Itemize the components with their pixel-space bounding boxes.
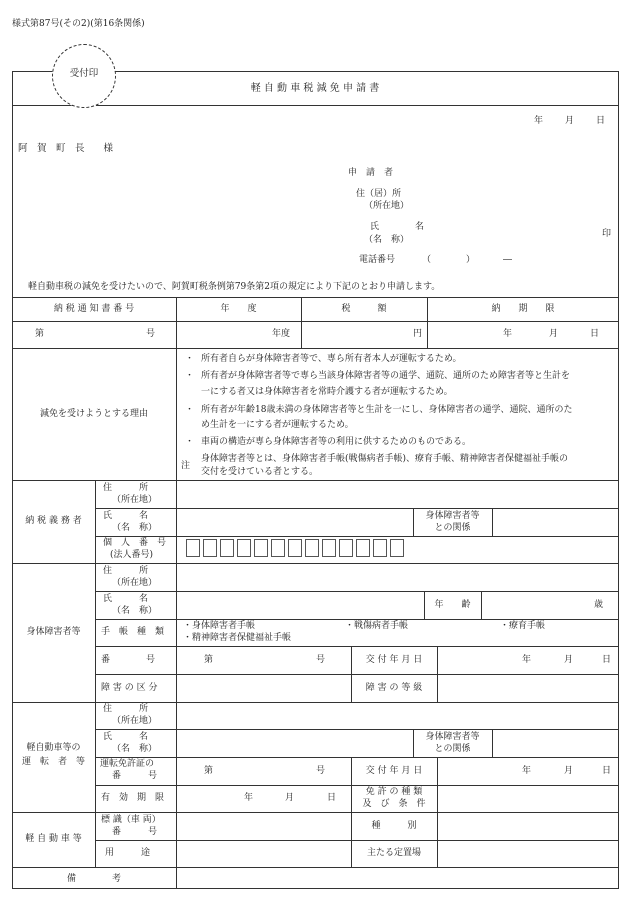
validity-day: 日 — [327, 793, 337, 803]
taxpayer-address-label: 住 所 — [103, 483, 149, 493]
driver-address-sub: （所在地） — [112, 716, 158, 726]
id-digit-box[interactable] — [339, 539, 353, 557]
disabled-address-label: 住 所 — [103, 566, 149, 576]
phone-open: （ — [422, 255, 432, 265]
note-line: 身体障害者等とは、身体障害者手帳(戦傷病者手帳)、療育手帳、精神障害者保健福祉手帳の — [201, 454, 569, 464]
validity-month: 月 — [285, 793, 295, 803]
deadline-day: 日 — [590, 329, 600, 339]
license-issue-date-label: 交 付 年 月 日 — [365, 766, 423, 776]
reason-item: 所有者が身体障害者等で専ら当該身体障害者等の通学、通院、通所のため障害者等と生計を — [201, 371, 571, 381]
driver-address-label: 住 所 — [103, 704, 149, 714]
deadline-month: 月 — [549, 329, 559, 339]
age-unit: 歳 — [594, 600, 604, 610]
plate-sub: 番 号 — [112, 827, 158, 837]
handbook-option: ・戦傷病者手帳 — [345, 621, 409, 631]
vehicle-type-label: 種 別 — [371, 821, 417, 831]
reason-bullet: ・ — [185, 354, 195, 364]
reception-stamp — [52, 44, 116, 108]
disabled-issue-date-label: 交 付 年 月 日 — [365, 655, 423, 665]
disabled-issue-day: 日 — [602, 655, 612, 665]
applicant-name-sub: （名 称） — [364, 235, 410, 245]
license-number-prefix: 第 — [204, 766, 214, 776]
license-issue-day: 日 — [602, 766, 612, 776]
divider — [492, 508, 493, 536]
id-digit-box[interactable] — [322, 539, 336, 557]
license-issue-year: 年 — [522, 766, 532, 776]
date-year: 年 — [534, 116, 544, 126]
id-digit-box[interactable] — [288, 539, 302, 557]
divider — [12, 867, 619, 868]
phone-label: 電話番号 — [359, 255, 396, 265]
date-day: 日 — [596, 116, 606, 126]
tax-amount-suffix: 円 — [413, 329, 423, 339]
note-mark: 注 — [181, 461, 191, 471]
handbook-type-label: 手 帳 種 類 — [101, 627, 165, 637]
divider — [95, 536, 619, 537]
phone-dash: ― — [503, 255, 512, 265]
license-issue-month: 月 — [564, 766, 574, 776]
disabled-number-suffix: 号 — [316, 655, 326, 665]
disabled-name-label: 氏 名 — [103, 594, 149, 604]
reason-bullet: ・ — [185, 437, 195, 447]
divider — [95, 480, 96, 867]
tax-header-deadline: 納 期 限 — [491, 304, 555, 314]
usage-label: 用 途 — [105, 848, 151, 858]
id-digit-box[interactable] — [390, 539, 404, 557]
reason-item: 車両の構造が専ら身体障害者等の利用に供するためのものである。 — [201, 437, 472, 447]
id-digit-box[interactable] — [373, 539, 387, 557]
reason-item: 所有者自らが身体障害者等で、専ら所有者本人が運転するため。 — [201, 354, 462, 364]
validity-label: 有 効 期 限 — [101, 793, 165, 803]
note-line: 交付を受けている者とする。 — [201, 467, 319, 477]
divider — [95, 508, 619, 509]
divider — [437, 757, 438, 867]
driver-relation-sub: との関係 — [434, 744, 471, 754]
validity-year: 年 — [244, 793, 254, 803]
divider — [95, 757, 619, 758]
divider — [95, 646, 619, 647]
divider — [12, 812, 619, 813]
tax-year-suffix: 年度 — [272, 329, 291, 339]
taxpayer-relation-label: 身体障害者等 — [425, 511, 480, 521]
divider — [176, 348, 177, 889]
taxpayer-address-sub: （所在地） — [112, 495, 158, 505]
form-title: 軽 自 動 車 税 減 免 申 請 書 — [250, 83, 380, 94]
disabled-number-prefix: 第 — [204, 655, 214, 665]
taxpayer-name-sub: （名 称） — [112, 523, 158, 533]
vehicle-label: 軽 自 動 車 等 — [25, 834, 82, 844]
reason-item: め生計を一にする者が運転するため。 — [201, 420, 354, 430]
remarks-label: 備 考 — [66, 874, 121, 884]
applicant-address-sub: （所在地） — [364, 201, 410, 211]
disabled-issue-year: 年 — [522, 655, 532, 665]
divider — [95, 591, 619, 592]
seal-mark: 印 — [602, 229, 612, 239]
date-month: 月 — [565, 116, 575, 126]
tax-header-number: 納 税 通 知 書 番 号 — [53, 304, 135, 314]
divider — [95, 619, 619, 620]
id-digit-box[interactable] — [271, 539, 285, 557]
tax-header-amount: 税 額 — [341, 304, 387, 314]
handbook-option: ・精神障害者保健福祉手帳 — [183, 633, 292, 643]
deadline-year: 年 — [503, 329, 513, 339]
divider — [95, 729, 619, 730]
applicant-address-label: 住（居）所 — [356, 189, 402, 199]
phone-close: ） — [466, 255, 476, 265]
divider — [12, 321, 619, 322]
statement: 軽自動車税の減免を受けたいので、阿賀町税条例第79条第2項の規定により下記のとおり申請します。 — [28, 282, 441, 292]
disability-grade-label: 障 害 の 等 級 — [365, 683, 423, 693]
driver-name-sub: （名 称） — [112, 744, 158, 754]
driver-relation-label: 身体障害者等 — [425, 732, 480, 742]
divider — [492, 729, 493, 757]
driver-label-line2: 運 転 者 等 — [21, 757, 85, 767]
id-digit-box[interactable] — [356, 539, 370, 557]
disability-category-label: 障 害 の 区 分 — [101, 683, 158, 693]
driver-label-line1: 軽自動車等の — [26, 743, 81, 753]
applicant-name-label: 氏 名 — [370, 222, 425, 232]
divider — [95, 785, 619, 786]
license-type-sub: 及 び 条 件 — [362, 799, 426, 809]
driver-name-label: 氏 名 — [103, 732, 149, 742]
id-digit-box[interactable] — [186, 539, 200, 557]
id-digit-box[interactable] — [203, 539, 217, 557]
stamp-label: 受付印 — [69, 68, 99, 79]
license-type-label: 免 許 の 種 類 — [365, 787, 423, 797]
divider — [12, 480, 619, 481]
divider — [437, 646, 438, 702]
storage-label: 主たる定置場 — [366, 848, 421, 858]
disabled-label: 身体障害者等 — [26, 627, 81, 637]
id-digit-box[interactable] — [220, 539, 234, 557]
divider — [12, 105, 619, 106]
handbook-option: ・身体障害者手帳 — [183, 621, 256, 631]
reason-bullet: ・ — [185, 405, 195, 415]
id-digit-box[interactable] — [305, 539, 319, 557]
divider — [95, 674, 619, 675]
divider — [12, 702, 619, 703]
divider — [12, 297, 619, 298]
taxpayer-relation-sub: との関係 — [434, 523, 471, 533]
form-number: 様式第87号(その2)(第16条関係) — [12, 19, 145, 29]
age-label: 年 齢 — [434, 600, 471, 610]
id-digit-box[interactable] — [237, 539, 251, 557]
taxpayer-id-sub: (法人番号) — [110, 550, 154, 560]
disabled-address-sub: （所在地） — [112, 578, 158, 588]
license-number-sub: 番 号 — [112, 771, 158, 781]
tax-number-suffix: 号 — [146, 329, 156, 339]
license-number-label: 運転免許証の — [100, 759, 155, 769]
reason-label: 減免を受けようとする理由 — [39, 409, 148, 419]
divider — [12, 348, 619, 349]
taxpayer-label: 納 税 義 務 者 — [25, 516, 82, 526]
taxpayer-id-label: 個 人 番 号 — [103, 538, 167, 548]
reason-bullet: ・ — [185, 371, 195, 381]
divider — [481, 591, 482, 619]
disabled-number-label: 番 号 — [101, 655, 156, 665]
divider — [95, 840, 619, 841]
addressee: 阿 賀 町 長 様 — [18, 143, 114, 154]
tax-header-year: 年 度 — [220, 304, 257, 314]
reason-item: 所有者が年齢18歳未満の身体障害者等と生計を一にし、身体障害者の通学、通院、通所のた — [201, 405, 573, 415]
tax-number-prefix: 第 — [35, 329, 45, 339]
reason-item: 一にする者又は身体障害者を常時介護する者が運転するため。 — [201, 387, 453, 397]
handbook-option: ・療育手帳 — [500, 621, 546, 631]
plate-label: 標 識（車 両） — [101, 815, 161, 825]
applicant-heading: 申 請 者 — [348, 168, 394, 178]
disabled-issue-month: 月 — [564, 655, 574, 665]
id-digit-box[interactable] — [254, 539, 268, 557]
taxpayer-name-label: 氏 名 — [103, 511, 149, 521]
disabled-name-sub: （名 称） — [112, 606, 158, 616]
license-number-suffix: 号 — [316, 766, 326, 776]
divider — [12, 563, 619, 564]
